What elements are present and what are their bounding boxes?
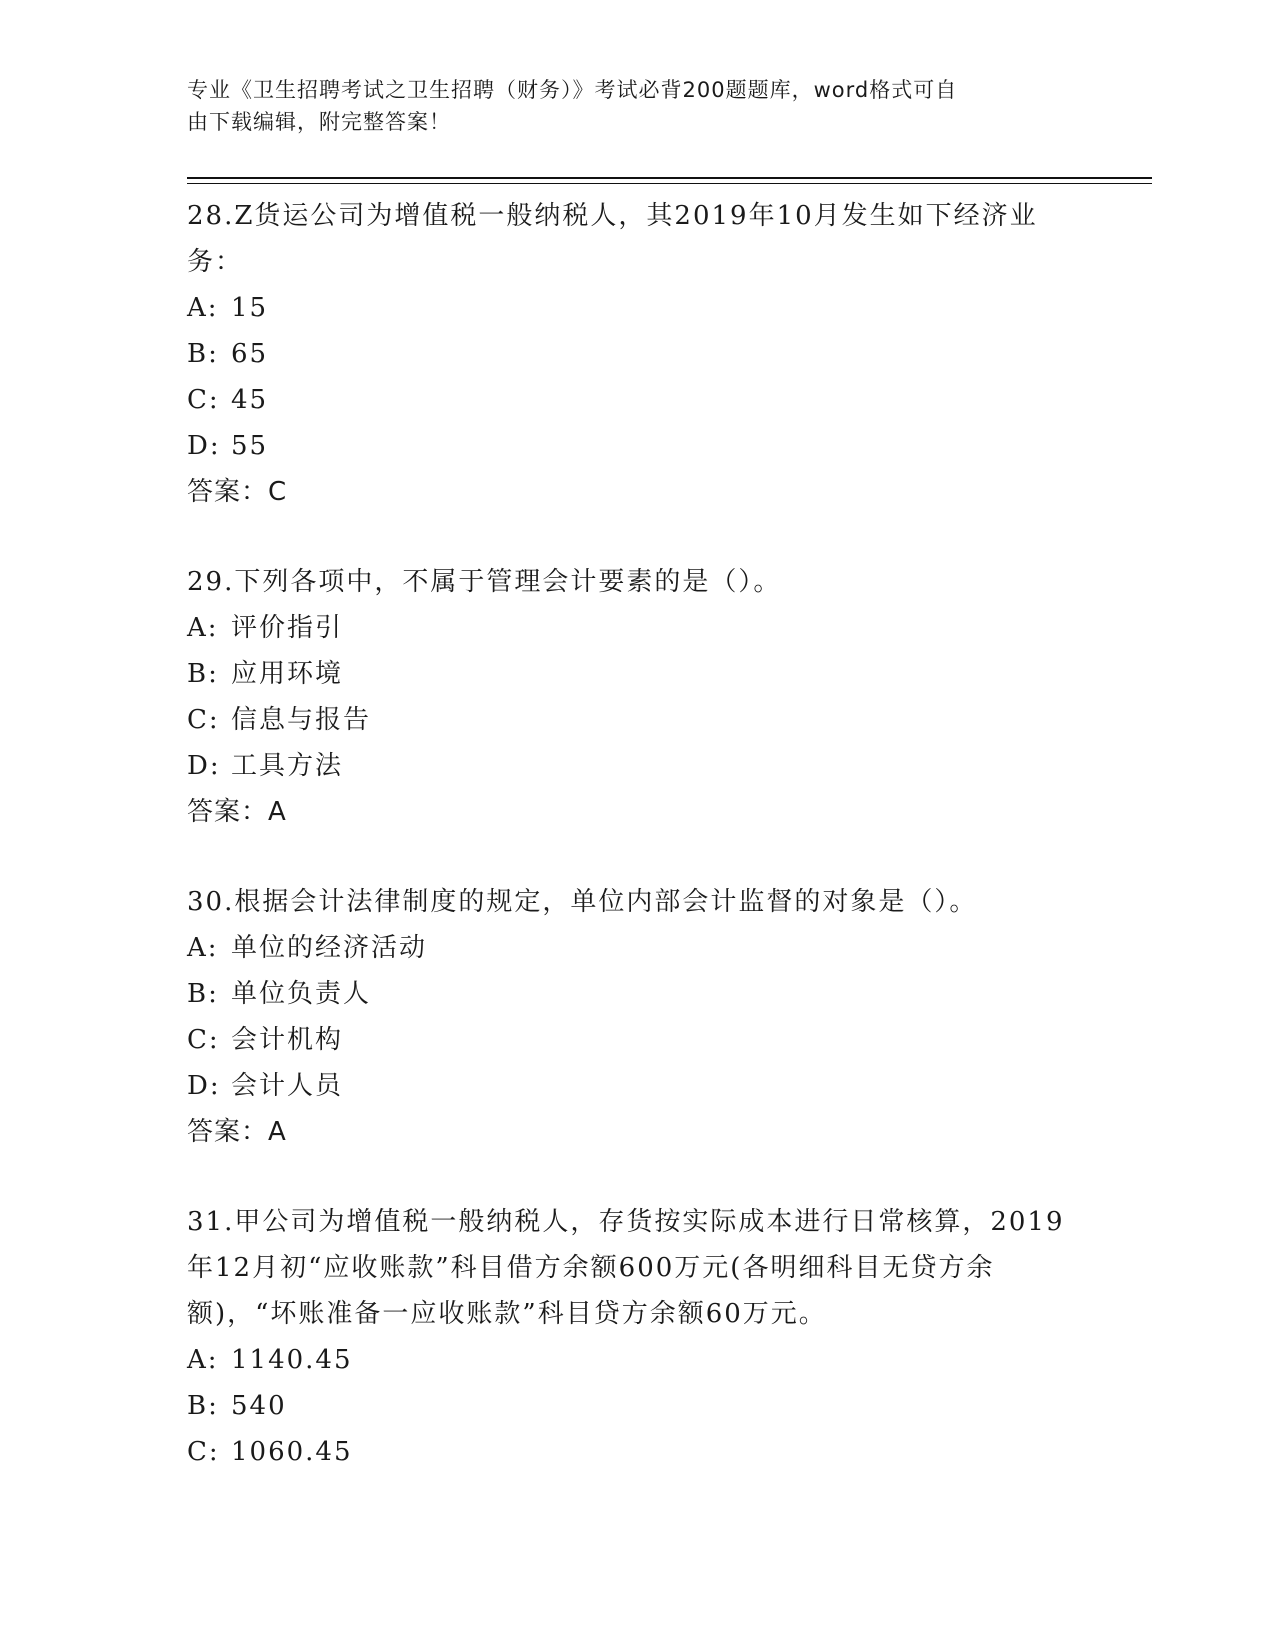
option-letter: D: bbox=[187, 431, 221, 461]
option-d bbox=[187, 1063, 1087, 1109]
option-c bbox=[187, 1017, 1087, 1063]
question-28 bbox=[187, 193, 1087, 515]
header-divider-thin bbox=[187, 183, 1152, 184]
question-stem: 年12月初“应收账款”科目借方余额600万元(各明细科目无贷方余 bbox=[187, 1253, 995, 1283]
option-d bbox=[187, 743, 1087, 789]
option-text: 单位的经济活动 bbox=[231, 933, 428, 963]
option-letter: D: bbox=[187, 1071, 221, 1101]
question-stem: 31.甲公司为增值税一般纳税人，存货按实际成本进行日常核算，2019 bbox=[187, 1207, 1065, 1237]
option-d bbox=[187, 423, 1087, 469]
option-b bbox=[187, 1383, 1087, 1429]
option-c bbox=[187, 697, 1087, 743]
answer-line: 答案：A bbox=[187, 797, 287, 827]
option-letter: B: bbox=[187, 339, 219, 369]
option-letter: C: bbox=[187, 1437, 220, 1467]
option-letter: A: bbox=[187, 613, 219, 643]
option-letter: A: bbox=[187, 293, 219, 323]
option-a bbox=[187, 925, 1087, 971]
option-letter: B: bbox=[187, 1391, 219, 1421]
option-c bbox=[187, 1429, 1087, 1475]
option-letter: B: bbox=[187, 659, 219, 689]
option-a bbox=[187, 605, 1087, 651]
question-stem: 务： bbox=[187, 247, 244, 277]
question-stem: 29.下列各项中，不属于管理会计要素的是（）。 bbox=[187, 567, 782, 597]
option-b bbox=[187, 651, 1087, 697]
option-a bbox=[187, 1337, 1087, 1383]
option-letter: A: bbox=[187, 1345, 219, 1375]
option-text: 会计人员 bbox=[231, 1071, 344, 1101]
question-29 bbox=[187, 559, 1087, 835]
option-text: 1060.45 bbox=[231, 1437, 353, 1467]
option-letter: A: bbox=[187, 933, 219, 963]
option-b bbox=[187, 971, 1087, 1017]
answer-line: 答案：A bbox=[187, 1117, 287, 1147]
option-text: 15 bbox=[231, 293, 269, 323]
question-stem: 28.Z货运公司为增值税一般纳税人，其2019年10月发生如下经济业 bbox=[187, 201, 1038, 231]
header-divider-thick bbox=[187, 177, 1152, 179]
option-text: 45 bbox=[231, 385, 269, 415]
question-stem: 30.根据会计法律制度的规定，单位内部会计监督的对象是（）。 bbox=[187, 887, 978, 917]
option-text: 1140.45 bbox=[231, 1345, 353, 1375]
option-c bbox=[187, 377, 1087, 423]
option-b bbox=[187, 331, 1087, 377]
option-a bbox=[187, 285, 1087, 331]
question-31 bbox=[187, 1199, 1087, 1475]
option-text: 540 bbox=[231, 1391, 287, 1421]
option-text: 65 bbox=[231, 339, 269, 369]
option-letter: C: bbox=[187, 705, 220, 735]
header-line-2: 由下载编辑，附完整答案！ bbox=[187, 110, 451, 134]
answer-line: 答案：C bbox=[187, 477, 288, 507]
option-text: 会计机构 bbox=[231, 1025, 344, 1055]
question-30 bbox=[187, 879, 1087, 1155]
option-text: 应用环境 bbox=[231, 659, 344, 689]
question-list bbox=[187, 193, 1087, 1519]
option-text: 评价指引 bbox=[231, 613, 344, 643]
option-text: 55 bbox=[231, 431, 269, 461]
document-header bbox=[187, 74, 1067, 138]
header-line-1: 专业《卫生招聘考试之卫生招聘（财务）》考试必背200题题库，word格式可自 bbox=[187, 78, 958, 102]
option-text: 信息与报告 bbox=[231, 705, 372, 735]
question-stem: 额)，“坏账准备一应收账款”科目贷方余额60万元。 bbox=[187, 1299, 827, 1329]
option-letter: D: bbox=[187, 751, 221, 781]
option-text: 单位负责人 bbox=[231, 979, 372, 1009]
option-letter: B: bbox=[187, 979, 219, 1009]
option-text: 工具方法 bbox=[231, 751, 344, 781]
option-letter: C: bbox=[187, 1025, 220, 1055]
option-letter: C: bbox=[187, 385, 220, 415]
